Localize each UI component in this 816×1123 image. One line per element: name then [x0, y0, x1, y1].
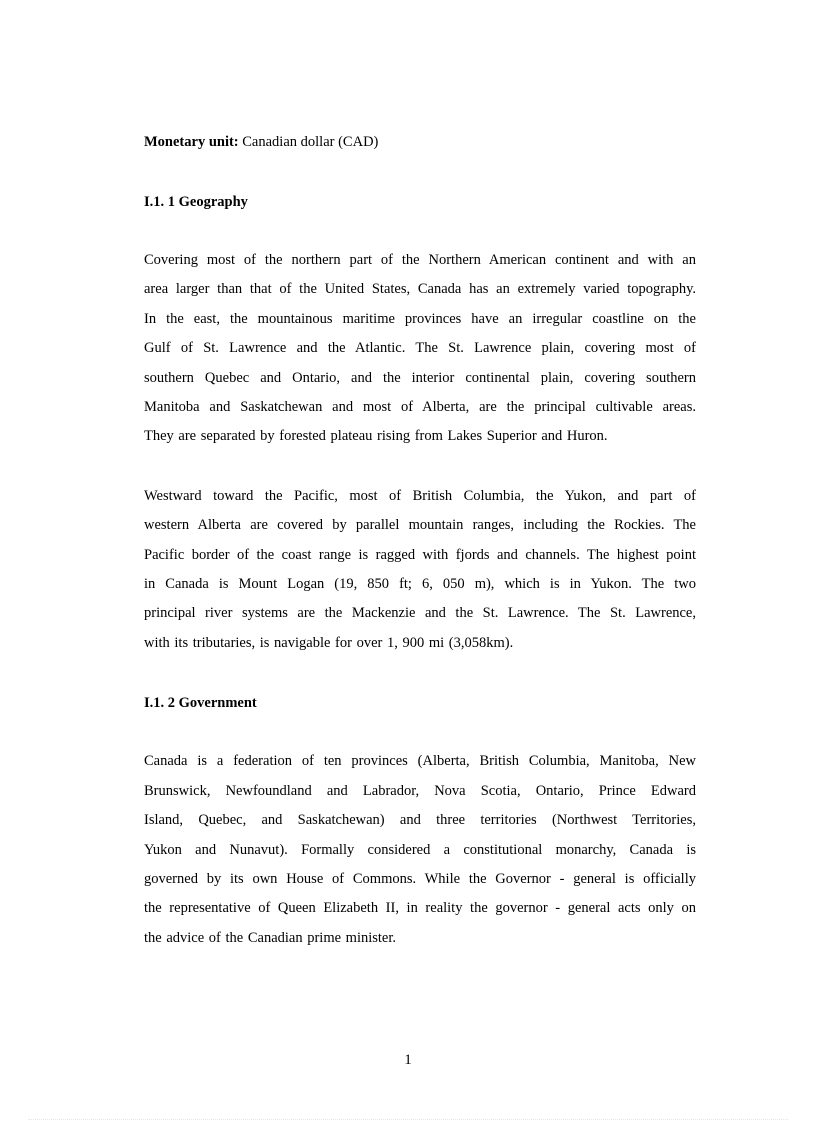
- paragraph-line: Yukon and Nunavut). Formally considered a constitutional monarchy, Canada is: [144, 841, 696, 858]
- monetary-unit-label: Monetary unit:: [144, 134, 239, 150]
- paragraph-line: Covering most of the northern part of the Northern American continent and with an: [144, 252, 696, 268]
- page-content: [144, 127, 696, 953]
- paragraph-line: the advice of the Canadian prime minister.: [144, 929, 397, 946]
- monetary-unit-value: Canadian dollar (CAD): [242, 134, 379, 150]
- paragraph-line: area larger than that of the United States, Canada has an extremely varied topography.: [144, 281, 696, 298]
- geography-paragraph-2: [144, 482, 696, 658]
- paragraph-line: principal river systems are the Mackenzie and the St. Lawrence. The St. Lawrence,: [144, 605, 696, 622]
- paragraph-line: in Canada is Mount Logan (19, 850 ft; 6, 050 m), which is in Yukon. The two: [144, 576, 696, 593]
- paragraph-line: with its tributaries, is navigable for over 1, 900 mi (3,058km).: [144, 634, 514, 651]
- paragraph-line: Gulf of St. Lawrence and the Atlantic. The St. Lawrence plain, covering most of: [144, 340, 696, 357]
- government-heading: I.1. 2 Government: [144, 695, 257, 712]
- paragraph-line: governed by its own House of Commons. While the Governor - general is officially: [144, 870, 696, 887]
- paragraph-line: the representative of Queen Elizabeth II, in reality the governor - general acts only on: [144, 900, 696, 917]
- monetary-unit-line: [144, 127, 696, 157]
- geography-heading: I.1. 1 Geography: [144, 194, 248, 210]
- paragraph-line: southern Quebec and Ontario, and the interior continental plain, covering southern: [144, 369, 696, 386]
- page-bottom-divider: [28, 1119, 788, 1120]
- page-number: 1: [404, 1052, 412, 1068]
- paragraph-line: In the east, the mountainous maritime provinces have an irregular coastline on the: [144, 310, 696, 327]
- paragraph-line: Pacific border of the coast range is ragged with fjords and channels. The highest point: [144, 546, 696, 563]
- paragraph-line: western Alberta are covered by parallel mountain ranges, including the Rockies. The: [144, 517, 696, 534]
- government-paragraph: [144, 747, 696, 953]
- paragraph-line: Manitoba and Saskatchewan and most of Alberta, are the principal cultivable areas.: [144, 399, 696, 416]
- geography-paragraph-1: [144, 246, 696, 452]
- paragraph-line: Brunswick, Newfoundland and Labrador, Nova Scotia, Ontario, Prince Edward: [144, 782, 696, 799]
- paragraph-line: Canada is a federation of ten provinces (Alberta, British Columbia, Manitoba, New: [144, 753, 696, 770]
- paragraph-line: They are separated by forested plateau rising from Lakes Superior and Huron.: [144, 428, 608, 445]
- paragraph-line: Westward toward the Pacific, most of British Columbia, the Yukon, and part of: [144, 487, 696, 504]
- paragraph-line: Island, Quebec, and Saskatchewan) and three territories (Northwest Territories,: [144, 812, 696, 829]
